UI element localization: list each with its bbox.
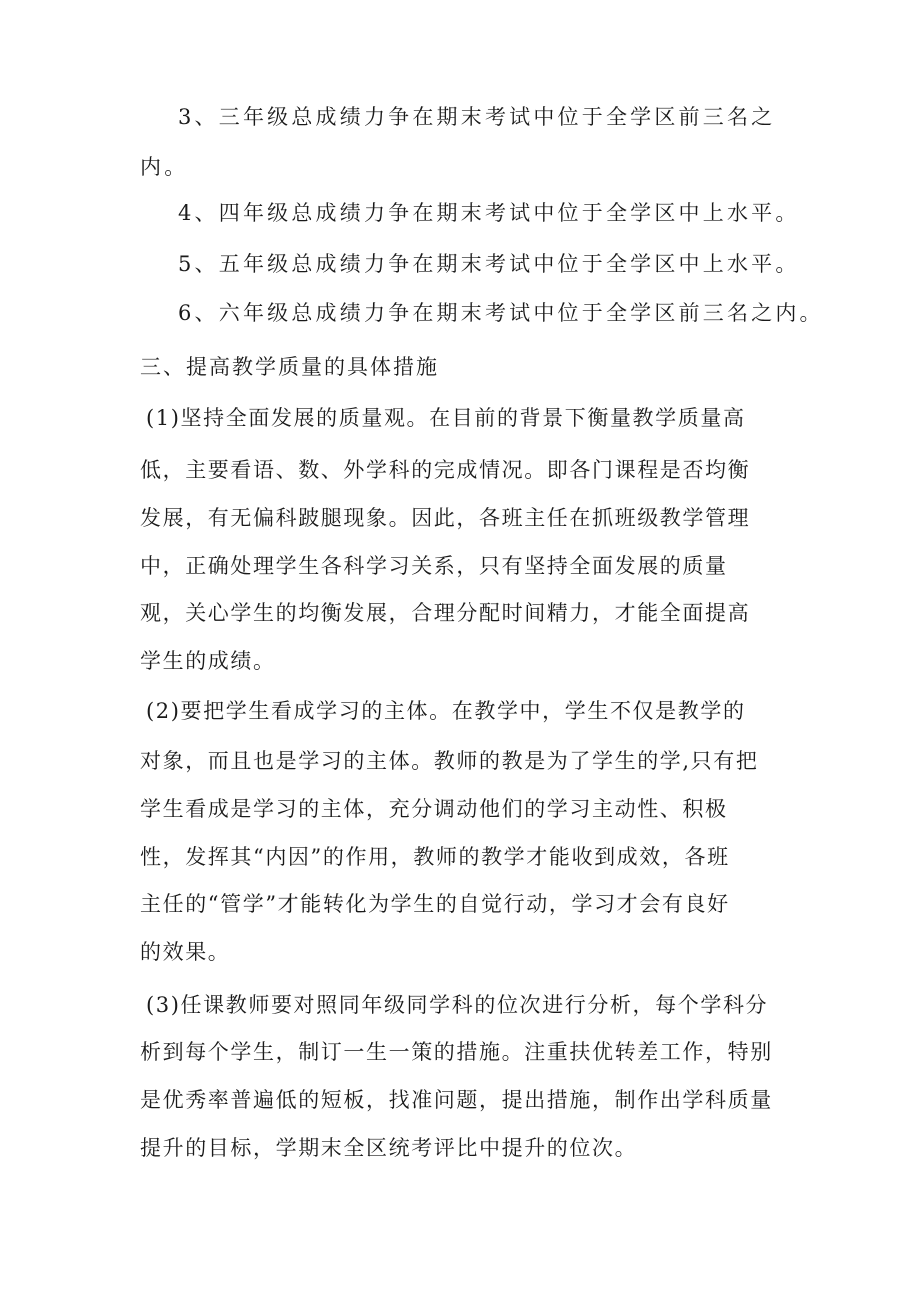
measure-1-line: 学生的成绩。 <box>140 649 276 673</box>
measure-2-line: (2)要把学生看成学习的主体。在教学中，学生不仅是教学的 <box>146 699 746 723</box>
measure-3-line: 是优秀率普遍低的短板，找准问题，提出措施，制作出学科质量 <box>140 1088 773 1112</box>
measure-2-line: 学生看成是学习的主体，充分调动他们的学习主动性、积极 <box>140 797 728 821</box>
measure-2-line: 主任的“管学”才能转化为学生的自觉行动，学习才会有良好 <box>140 892 730 916</box>
goal-grade-3-line-1: 3、三年级总成绩力争在期末考试中位于全学区前三名之 <box>178 105 776 129</box>
goal-grade-3-line-2: 内。 <box>140 155 189 179</box>
measure-3-line: 提升的目标，学期末全区统考评比中提升的位次。 <box>140 1136 638 1160</box>
measure-3-line: (3)任课教师要对照同年级同学科的位次进行分析，每个学科分 <box>146 993 769 1017</box>
measure-2-line: 对象，而且也是学习的主体。教师的教是为了学生的学,只有把 <box>140 749 759 773</box>
measure-1-line: (1)坚持全面发展的质量观。在目前的背景下衡量教学质量高 <box>146 406 746 430</box>
goal-grade-4: 4、四年级总成绩力争在期末考试中位于全学区中上水平。 <box>178 201 800 225</box>
measure-2-line: 性，发挥其“内因”的作用，教师的教学才能收到成效，各班 <box>140 845 730 869</box>
section-heading: 三、提高教学质量的具体措施 <box>140 355 439 379</box>
measure-1-line: 低，主要看语、数、外学科的完成情况。即各门课程是否均衡 <box>140 458 751 482</box>
goal-grade-5: 5、五年级总成绩力争在期末考试中位于全学区中上水平。 <box>178 252 800 276</box>
measure-1-line: 发展，有无偏科跛腿现象。因此，各班主任在抓班级教学管理 <box>140 506 751 530</box>
goal-grade-6: 6、六年级总成绩力争在期末考试中位于全学区前三名之内。 <box>178 301 824 325</box>
measure-3-line: 析到每个学生，制订一生一策的措施。注重扶优转差工作，特别 <box>140 1040 773 1064</box>
measure-1-line: 观，关心学生的均衡发展，合理分配时间精力，才能全面提高 <box>140 601 751 625</box>
measure-1-line: 中，正确处理学生各科学习关系，只有坚持全面发展的质量 <box>140 554 728 578</box>
measure-2-line: 的效果。 <box>140 940 231 964</box>
